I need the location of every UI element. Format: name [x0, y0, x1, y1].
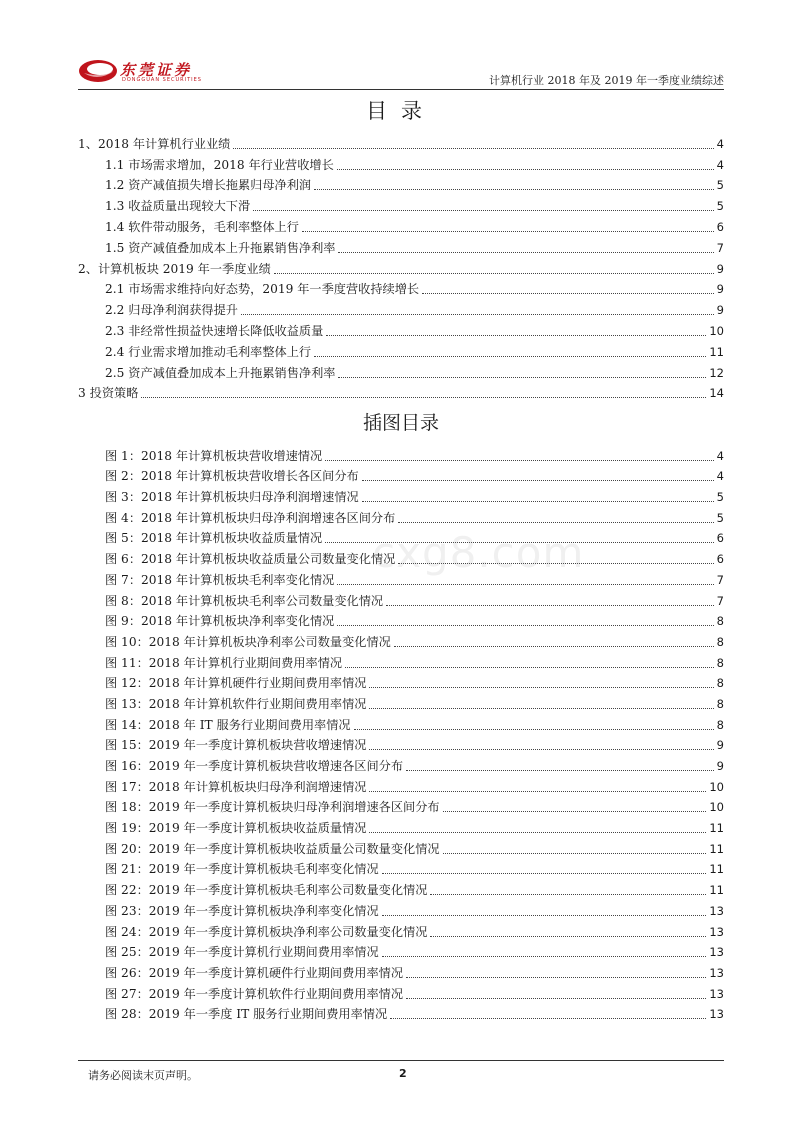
dot-leader: [338, 252, 713, 253]
dot-leader: [382, 873, 707, 874]
dot-leader: [337, 169, 714, 170]
figure-entry[interactable]: [78, 753, 724, 774]
figure-entry[interactable]: [78, 505, 724, 526]
figure-entry-label: 图 23：2019 年一季度计算机板块净利率变化情况: [105, 903, 379, 918]
figure-entry[interactable]: [78, 774, 724, 795]
figure-entry-page: 10: [709, 779, 724, 794]
figure-entry-label: 图 26：2019 年一季度计算机硬件行业期间费用率情况: [105, 965, 404, 980]
figure-entry[interactable]: [78, 629, 724, 650]
figure-entry-label: 图 16：2019 年一季度计算机板块营收增速各区间分布: [105, 759, 404, 773]
toc-entry-page: 11: [709, 344, 724, 359]
dot-leader: [337, 625, 713, 626]
toc-entry-label: 2.2 归母净利润获得提升: [105, 303, 238, 318]
dot-leader: [369, 708, 713, 709]
dot-leader: [406, 977, 706, 978]
figure-entry-label: 图 20：2019 年一季度计算机板块收益质量公司数量变化情况: [105, 841, 440, 856]
toc-entry[interactable]: [78, 339, 724, 360]
dot-leader: [362, 501, 714, 502]
dot-leader: [430, 936, 706, 937]
figure-entry-page: 9: [716, 738, 724, 753]
figure-entry-label: 图 1：2018 年计算机板块营收增速情况: [105, 448, 323, 463]
toc-entry-label: 1、2018 年计算机行业业绩: [78, 136, 231, 151]
toc-entry-label: 2.4 行业需求增加推动毛利率整体上行: [105, 344, 312, 359]
figure-entry-page: 6: [716, 531, 724, 546]
dot-leader: [369, 832, 706, 833]
figure-entry-label: 图 14：2018 年 IT 服务行业期间费用率情况: [105, 717, 351, 732]
toc-entry[interactable]: [78, 297, 724, 318]
figure-entry-page: 5: [716, 490, 724, 505]
figure-entry[interactable]: [78, 960, 724, 981]
toc-entry-page: 5: [716, 178, 724, 193]
toc-entry-page: 6: [716, 219, 724, 234]
figure-entry[interactable]: [78, 877, 724, 898]
footer-divider: [78, 1060, 724, 1061]
toc-entry[interactable]: [78, 214, 724, 235]
watermark-text: cxg8.com: [372, 528, 585, 577]
dot-leader: [314, 189, 714, 190]
toc-entry[interactable]: [78, 193, 724, 214]
figure-entry-page: 13: [709, 1007, 724, 1022]
dot-leader: [337, 584, 713, 585]
figure-entry-page: 13: [709, 986, 724, 1001]
toc-entry[interactable]: [78, 318, 724, 339]
figure-list-heading: 插图目录: [362, 412, 439, 434]
figure-entry-page: 8: [716, 614, 724, 629]
toc-entry-label: 1.3 收益质量出现较大下滑: [105, 199, 251, 214]
figure-entry[interactable]: [78, 650, 724, 671]
figure-entry-page: 8: [716, 655, 724, 670]
toc-entry-label: 1.5 资产减值叠加成本上升拖累销售净利率: [105, 240, 336, 255]
dot-leader: [362, 480, 714, 481]
dot-leader: [406, 770, 714, 771]
figure-entry-page: 8: [716, 696, 724, 711]
toc-entry-label: 3 投资策略: [78, 386, 139, 401]
toc-entry-page: 7: [716, 240, 724, 255]
figure-entry-label: 图 8：2018 年计算机板块毛利率公司数量变化情况: [105, 593, 384, 608]
dot-leader: [394, 646, 714, 647]
dot-leader: [369, 687, 713, 688]
figure-entry-label: 图 25：2019 年一季度计算机行业期间费用率情况: [105, 945, 379, 960]
figure-entry-page: 9: [716, 759, 724, 773]
toc-entry-page: 14: [709, 386, 724, 401]
figure-entry-page: 11: [709, 883, 724, 898]
toc-entry-page: 4: [716, 157, 724, 172]
logo-mark-icon: [78, 58, 118, 84]
dot-leader: [443, 811, 707, 812]
dot-leader: [233, 148, 713, 149]
figure-entry[interactable]: [78, 981, 724, 1002]
figure-entry[interactable]: [78, 443, 724, 464]
figure-entry[interactable]: [78, 484, 724, 505]
toc-entry[interactable]: [78, 173, 724, 194]
logo-brand-name: 东莞证券: [120, 61, 193, 79]
dot-leader: [430, 894, 706, 895]
figure-entry-label: 图 21：2019 年一季度计算机板块毛利率变化情况: [105, 862, 379, 877]
dot-leader: [369, 749, 713, 750]
figure-entry-label: 图 27：2019 年一季度计算机软件行业期间费用率情况: [105, 986, 404, 1001]
toc-entry[interactable]: [78, 152, 724, 173]
dot-leader: [398, 522, 713, 523]
dot-leader: [141, 397, 706, 398]
figure-entry-page: 13: [709, 924, 724, 939]
dot-leader: [354, 729, 714, 730]
toc-entry-label: 1.4 软件带动服务，毛利率整体上行: [105, 219, 299, 234]
dot-leader: [443, 853, 707, 854]
figure-entry[interactable]: [78, 815, 724, 836]
figure-entry[interactable]: [78, 795, 724, 816]
toc-entry-page: 4: [716, 136, 724, 151]
figure-entry-label: 图 2：2018 年计算机板块营收增长各区间分布: [105, 469, 359, 484]
toc-list: [78, 131, 724, 401]
figure-entry[interactable]: [78, 733, 724, 754]
figure-entry-label: 图 9：2018 年计算机板块净利率变化情况: [105, 614, 335, 629]
dot-leader: [406, 998, 706, 999]
report-title: 计算机行业 2018 年及 2019 年一季度业绩综述: [489, 74, 724, 87]
dot-leader: [345, 667, 714, 668]
figure-entry-page: 7: [716, 593, 724, 608]
toc-entry[interactable]: [78, 360, 724, 381]
figure-entry-label: 图 13：2018 年计算机软件行业期间费用率情况: [105, 696, 367, 711]
figure-entry[interactable]: [78, 691, 724, 712]
figure-entry[interactable]: [78, 940, 724, 961]
page-header: [78, 54, 724, 88]
figure-entry[interactable]: [78, 1002, 724, 1023]
figure-entry-label: 图 24：2019 年一季度计算机板块净利率公司数量变化情况: [105, 924, 428, 939]
dot-leader: [382, 956, 707, 957]
figure-entry-page: 13: [709, 945, 724, 960]
figure-entry-label: 图 11：2018 年计算机行业期间费用率情况: [105, 655, 343, 670]
toc-entry-label: 2.1 市场需求维持向好态势，2019 年一季度营收持续增长: [105, 282, 420, 297]
dot-leader: [325, 460, 714, 461]
toc-entry-page: 10: [709, 323, 724, 338]
figure-entry-page: 13: [709, 903, 724, 918]
figure-entry-page: 11: [709, 821, 724, 836]
figure-entry-page: 7: [716, 572, 724, 587]
dot-leader: [382, 915, 707, 916]
toc-entry-label: 1.2 资产减值损失增长拖累归母净利润: [105, 178, 312, 193]
toc-entry-label: 2、计算机板块 2019 年一季度业绩: [78, 261, 271, 276]
figure-entry[interactable]: [78, 898, 724, 919]
toc-entry-page: 9: [716, 282, 724, 297]
toc-entry[interactable]: [78, 381, 724, 402]
figure-entry-label: 图 5：2018 年计算机板块收益质量情况: [105, 531, 323, 546]
toc-entry[interactable]: [78, 256, 724, 277]
toc-entry[interactable]: [78, 131, 724, 152]
dot-leader: [314, 356, 706, 357]
page-number: 2: [399, 1067, 407, 1080]
toc-heading: 目录: [366, 99, 436, 123]
toc-entry-label: 2.3 非经常性损益快速增长降低收益质量: [105, 323, 324, 338]
toc-entry-page: 12: [709, 365, 724, 380]
toc-entry[interactable]: [78, 277, 724, 298]
dot-leader: [386, 605, 714, 606]
figure-entry[interactable]: [78, 857, 724, 878]
toc-entry-label: 1.1 市场需求增加，2018 年行业营收增长: [105, 157, 334, 172]
figure-entry-label: 图 6：2018 年计算机板块收益质量公司数量变化情况: [105, 552, 396, 567]
figure-entry-page: 11: [709, 862, 724, 877]
toc-entry-page: 9: [716, 261, 724, 276]
dot-leader: [253, 210, 714, 211]
figure-entry-page: 8: [716, 676, 724, 691]
toc-entry-page: 9: [716, 303, 724, 318]
dot-leader: [302, 231, 714, 232]
figure-entry-label: 图 10：2018 年计算机板块净利率公司数量变化情况: [105, 634, 391, 649]
figure-entry[interactable]: [78, 919, 724, 940]
figure-entry-label: 图 12：2018 年计算机硬件行业期间费用率情况: [105, 676, 367, 691]
figure-entry[interactable]: [78, 836, 724, 857]
figure-entry-page: 11: [709, 841, 724, 856]
figure-entry-label: 图 17：2018 年计算机板块归母净利润增速情况: [105, 779, 367, 794]
figure-entry-label: 图 4：2018 年计算机板块归母净利润增速各区间分布: [105, 510, 396, 525]
figure-entry-page: 4: [716, 469, 724, 484]
disclaimer-note: 请务必阅读末页声明。: [88, 1069, 198, 1082]
figure-entry-page: 10: [709, 800, 724, 815]
toc-entry[interactable]: [78, 235, 724, 256]
figure-entry[interactable]: [78, 712, 724, 733]
header-divider: [78, 89, 724, 90]
figure-entry[interactable]: [78, 609, 724, 630]
dot-leader: [422, 293, 714, 294]
figure-entry-label: 图 19：2019 年一季度计算机板块收益质量情况: [105, 821, 367, 836]
company-logo: [78, 58, 218, 86]
figure-entry-label: 图 22：2019 年一季度计算机板块毛利率公司数量变化情况: [105, 883, 428, 898]
dot-leader: [241, 314, 714, 315]
figure-entry[interactable]: [78, 464, 724, 485]
figure-entry-page: 8: [716, 717, 724, 732]
figure-entry-label: 图 18：2019 年一季度计算机板块归母净利润增速各区间分布: [105, 800, 440, 815]
figure-entry-label: 图 7：2018 年计算机板块毛利率变化情况: [105, 572, 335, 587]
toc-entry-page: 5: [716, 199, 724, 214]
figure-entry-page: 13: [709, 965, 724, 980]
dot-leader: [338, 377, 706, 378]
figure-entry-label: 图 28：2019 年一季度 IT 服务行业期间费用率情况: [105, 1007, 388, 1022]
figure-entry[interactable]: [78, 671, 724, 692]
figure-entry-page: 6: [716, 552, 724, 567]
dot-leader: [390, 1018, 706, 1019]
figure-entry[interactable]: [78, 588, 724, 609]
figure-entry-label: 图 15：2019 年一季度计算机板块营收增速情况: [105, 738, 367, 753]
figure-entry-page: 5: [716, 510, 724, 525]
dot-leader: [274, 273, 714, 274]
dot-leader: [326, 335, 706, 336]
dot-leader: [369, 791, 706, 792]
logo-brand-subtitle: DONGGUAN SECURITIES: [122, 77, 202, 83]
toc-entry-label: 2.5 资产减值叠加成本上升拖累销售净利率: [105, 365, 336, 380]
figure-entry-label: 图 3：2018 年计算机板块归母净利润增速情况: [105, 490, 359, 505]
figure-entry-page: 8: [716, 634, 724, 649]
figure-entry-page: 4: [716, 448, 724, 463]
